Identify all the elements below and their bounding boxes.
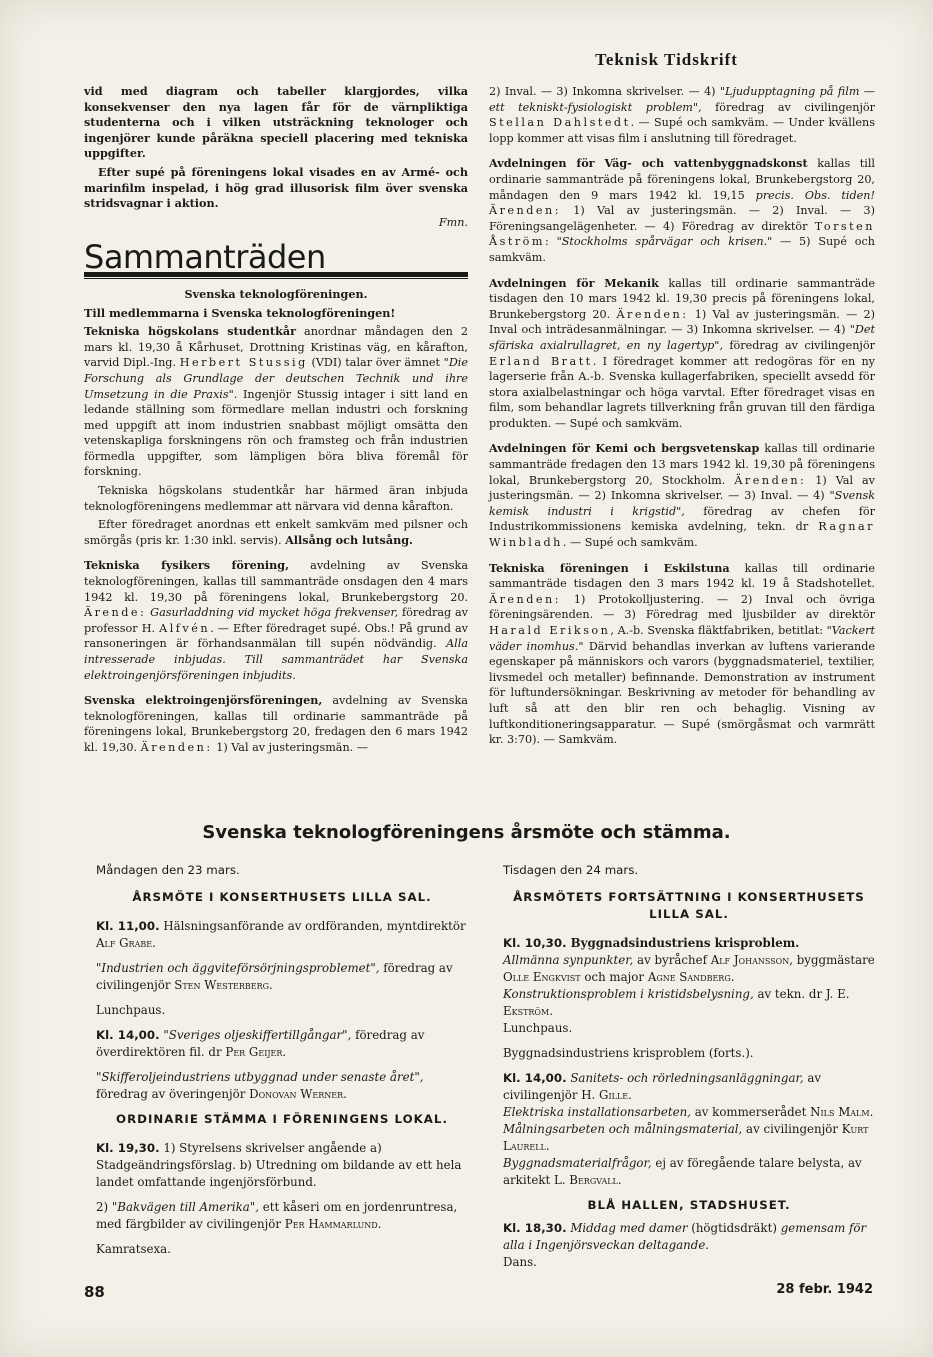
speaker-name: Gille	[599, 1088, 629, 1102]
program-item: Kl. 14,00. "Sveriges oljeskiffertillgångar", föredrag av överdirektören fil. dr Per Geijer.	[96, 1028, 425, 1059]
talk-title: Målningsarbeten och målningsmaterial,	[503, 1122, 743, 1136]
text-span: . — Supé och samkväm.	[562, 536, 698, 550]
text-span: föredrag av chefen för Industrikommissionens kemiska avdelning, tekn. dr	[489, 504, 875, 534]
talk-title: "Sveriges oljeskiffertillgångar",	[159, 1028, 352, 1042]
talk-title: "Stockholms spårvägar och krisen."	[556, 235, 773, 249]
talk-title: Gasurladdning vid mycket höga frekvenser,	[146, 606, 399, 620]
text-span: . — Efter föredraget supé. Obs.! På grund av ransoneringen är förhandsanmälan till supén nödvändig.	[84, 621, 468, 651]
text-span: av civilingenjör H.	[503, 1071, 822, 1102]
speaker-name: Sten Westerberg	[174, 978, 270, 992]
text-span: kallas till ordinarie sammanträde på föreningens lokal, Brunkebergstorg 20, måndagen den 9 mars 1942 kl. 19,15	[489, 157, 876, 202]
text-span: föredrag av civilingenjör	[701, 100, 875, 114]
text-span: Ingenjör Stussig intager i sitt land en ledande ställning som förmedlare mellan industri och forskning med uppgift att inom industrien snabbast möjligt omsätta den vetenskapliga forskningens rön och framsteg och från industrien förmedla uppgifter, som lämpligen böra bliva föremål för forskning.	[84, 387, 468, 479]
speaker-name: Harald Erikson	[489, 624, 611, 637]
talk-title: Sanitets- och rörledningsanläggningar,	[566, 1071, 804, 1085]
text-span: Hälsningsanförande av ordföranden, myntdirektör	[159, 919, 466, 933]
day-label: Tisdagen den 24 mars.	[503, 863, 639, 877]
text-span: av kommerserådet	[690, 1105, 811, 1119]
text-span: , byggmästare	[789, 953, 875, 967]
program-item: "Industrien och äggviteförsörjningsproblemet", föredrag av civilingenjör Sten Westerberg.	[96, 961, 453, 992]
text-span: av tekn. dr J. E.	[753, 987, 850, 1001]
speaker-name: Nils Malm	[810, 1105, 870, 1119]
speaker-name: Alf Grabe	[96, 936, 153, 950]
talk-title: "Det sfäriska axialrullagret, en ny lagertyp",	[489, 323, 875, 352]
after-talk-paragraph	[84, 517, 468, 548]
talk-title: "Svensk kemisk industri i krigstid",	[489, 489, 875, 518]
venue-heading: BLÅ HALLEN, STADSHUSET.	[587, 1198, 791, 1212]
annual-meeting-title: Svenska teknologföreningens årsmöte och stämma.	[202, 822, 731, 843]
studentkar-label: Tekniska högskolans studentkår	[84, 324, 296, 339]
speaker-name: Per Geijer	[225, 1045, 283, 1059]
talk-title: "Skifferoljeindustriens utbyggnad under senaste året",	[96, 1070, 424, 1084]
notice-title: Tekniska föreningen i Eskilstuna	[489, 560, 730, 575]
talk-title: Byggnadsmaterialfrågor,	[503, 1156, 652, 1170]
kemi-notice	[489, 441, 875, 550]
text-span: av civilingenjör	[742, 1122, 842, 1136]
text-span: 1) Val av justeringsmän. — 2) Inval. — 3) Föreningsangelägenheter. — 4) Föredrag av direktör	[489, 204, 875, 233]
continued-notice	[489, 84, 875, 146]
speaker-name: Herbert Stussig	[179, 356, 308, 370]
issue-date: 28 febr. 1942	[776, 1282, 873, 1297]
speaker-name: Alfvén	[159, 621, 211, 635]
agenda-label: Ärenden:	[140, 740, 213, 754]
text-span: 1) Val av justeringsmän. —	[212, 740, 368, 754]
day-label: Måndagen den 23 mars.	[96, 863, 240, 877]
journal-header: Teknisk Tidskrift	[595, 50, 738, 69]
notice-title: Avdelningen för Kemi och bergsvetenskap	[489, 441, 760, 456]
invitation-note: Alla intresserade inbjudas. Till sammanträdet har Svenska elektroingenjörsföreningen inbjudits.	[84, 637, 468, 682]
program-item: 2) "Bakvägen till Amerika", ett kåseri om en jordenruntresa, med färgbilder av civilingenjör Per Hammarlund.	[96, 1200, 458, 1231]
text-span: föredrag av överdirektören fil. dr	[96, 1028, 425, 1059]
time-label: Kl. 19,30.	[96, 1141, 160, 1155]
elektro-notice	[84, 693, 468, 755]
program-item: "Skifferoljeindustriens utbyggnad under senaste året", föredrag av överingenjör Donovan Werner.	[96, 1070, 424, 1101]
text-span: . — Supé och samkväm. — Under kvällens lopp kommer att visas film i anslutning till föredraget.	[489, 116, 875, 145]
text-span: kallas till ordinarie sammanträde fredagen den 13 mars 1942 kl. 19,30 på föreningens lokal, Brunkebergstorg 20, Stockholm.	[489, 442, 875, 487]
text-span: föredrag av civilingenjör	[96, 961, 453, 992]
text-span: Efter föredraget anordnas ett enkelt samkväm med pilsner och smörgås (pris kr. 1:30 inkl. servis).	[84, 518, 468, 547]
left-column	[84, 84, 468, 759]
speaker-name: Erland Bratt	[489, 354, 593, 368]
song-note: Allsång och lutsång.	[285, 532, 413, 547]
notice-title: Avdelningen för Väg- och vattenbyggnadskonst	[489, 156, 808, 171]
notice-title: Svenska elektroingenjörsföreningen,	[84, 693, 323, 708]
org-subtitle: Till medlemmarna i Svenska teknologföreningen!	[84, 305, 396, 320]
speaker-name: Torsten Åström	[489, 219, 875, 249]
program-item: Kl. 11,00. Hälsningsanförande av ordföranden, myntdirektör Alf Grabe.	[96, 919, 466, 950]
text-span: (högtidsdräkt)	[687, 1221, 781, 1235]
time-label: Kl. 18,30.	[503, 1221, 567, 1235]
invitation-paragraph: Tekniska högskolans studentkår har härmed äran inbjuda teknologföreningens medlemmar att närvara vid denna kårafton.	[84, 484, 468, 513]
agenda-label: Ärenden:	[616, 307, 689, 321]
program-item: Kamratsexa.	[96, 1242, 171, 1256]
agenda-label: Ärenden:	[734, 473, 807, 487]
speaker-name: Ekström	[503, 1004, 550, 1018]
time-label: Kl. 10,30.	[503, 936, 567, 950]
text-span: 1) Protokolljustering. — 2) Inval och övriga föreningsärenden. — 3) Föredrag med ljusbilder av direktör	[489, 592, 875, 622]
venue-heading: ÅRSMÖTE I KONSERTHUSETS LILLA SAL.	[132, 890, 432, 904]
time-label: Kl. 14,00.	[96, 1028, 160, 1042]
speaker-name: Stellan Dahlstedt	[489, 116, 631, 130]
org-title: Svenska teknologföreningen.	[184, 286, 368, 301]
program-item: Lunchpaus.	[96, 1003, 166, 1017]
eskilstuna-notice	[489, 561, 875, 748]
text-span: 1) Val av justeringsmän. — 2) Inval och inträdesanmälningar. — 3) Inkomna skrivelser. — 4)	[489, 307, 876, 337]
speaker-name: Per Hammarlund	[284, 1217, 378, 1231]
mekanik-notice	[489, 276, 875, 432]
heading-rule-thin	[84, 278, 468, 279]
talk-title: Konstruktionsproblem i kristidsbelysning,	[503, 987, 754, 1001]
text-span: 1) Val av justeringsmän. — 2) Inkomna skrivelser. — 3) Inval. — 4)	[489, 473, 875, 503]
program-item	[96, 1140, 468, 1191]
session-title: Byggnadsindustriens krisproblem (forts.).	[503, 1046, 754, 1060]
speaker-name: Donovan Werner	[249, 1087, 344, 1101]
program-item: Kl. 14,00. Sanitets- och rörledningsanläggningar, av civilingenjör H. Gille. Elektriska installationsarbeten, av kommerserådet Nils Malm. Målningsarbeten och målningsmaterial, av civilingenjör Kurt Laurell. Byggnadsmaterialfrågor, ej av föregående talare belysta, av arkitekt L. Bergvall.	[503, 1071, 874, 1187]
page-number: 88	[84, 1283, 105, 1301]
talk-title: "Vackert väder inomhus."	[489, 624, 875, 653]
text-span: kallas till ordinarie sammanträde tisdagen den 10 mars 1942 kl. 19,30 precis på föreningens lokal, Brunkebergstorg 20.	[489, 276, 876, 321]
talk-title: "Bakvägen till Amerika",	[111, 1200, 259, 1214]
fysiker-notice	[84, 558, 468, 683]
program-item: Kl. 10,30. Byggnadsindustriens krisproblem. Allmänna synpunkter, av byråchef Alf Johansson, byggmästare Olle Engkvist och major Agne Sandberg. Konstruktionsproblem i kristidsbelysning, av tekn. dr J. E. Ekström. Lunchpaus.	[503, 936, 875, 1035]
speaker-name: Olle Engkvist	[503, 970, 581, 984]
time-note: precis. Obs. tiden!	[755, 188, 875, 202]
text-span: föredrag av civilingenjör	[723, 338, 875, 352]
text-span: ej av föregående talare belysta, av arkitekt L.	[503, 1156, 862, 1187]
speaker-name: Agne Sandberg	[647, 970, 731, 984]
program-item	[503, 1220, 875, 1271]
talk-title: "Ljudupptagning på film — ett tekniskt-fysiologiskt problem",	[489, 85, 875, 114]
venue-heading: ORDINARIE STÄMMA I FÖRENINGENS LOKAL.	[116, 1112, 448, 1126]
text-span: ett kåseri om en jordenruntresa, med färgbilder av civilingenjör	[96, 1200, 458, 1231]
tuesday-program	[503, 862, 875, 1279]
intro-paragraph-1: vid med diagram och tabeller klargjordes, vilka konsekvenser den nya lagen får för de värnpliktiga studenterna och i vilken utsträckning teknologer och ingenjörer kunde påräkna speciell placering med tekniska uppgifter.	[84, 84, 468, 161]
kaarafton-paragraph	[84, 324, 468, 480]
speaker-name: Alf Johansson	[710, 953, 790, 967]
notice-title: Avdelningen för Mekanik	[489, 275, 659, 290]
text-span: , A.-b. Svenska fläktfabriken, betitlat:	[610, 624, 827, 637]
talk-title: "Industrien och äggviteförsörjningsproblemet",	[96, 961, 380, 975]
talk-title: Middag med damer	[566, 1221, 688, 1235]
notice-title: Tekniska fysikers förening,	[84, 558, 290, 573]
signature: Fmn.	[438, 215, 468, 229]
text-span: föredrag av överingenjör	[96, 1087, 250, 1101]
text-span: avdelning av Svenska teknologföreningen, kallas till sammanträde onsdagen den 4 mars 1942 kl. 19,30 på föreningens lokal, Brunkebergstorg 20.	[84, 559, 468, 604]
vag-notice	[489, 156, 875, 265]
text-span: Lunchpaus.	[503, 1021, 573, 1035]
speaker-name: Bergvall	[569, 1173, 618, 1187]
text-span: föredrag av professor H.	[84, 606, 468, 635]
session-title: Byggnadsindustriens krisproblem.	[566, 936, 800, 950]
speaker-name: Kurt Laurell	[503, 1122, 869, 1153]
time-label: Kl. 11,00.	[96, 919, 160, 933]
text-span: och major	[580, 970, 648, 984]
text-span: kallas till ordinarie sammanträde tisdagen den 3 mars 1942 kl. 19 å Stadshotellet.	[489, 561, 875, 591]
intro-paragraph-2: Efter supé på föreningens lokal visades en av Armé- och marinfilm inspelad, i hög grad illusorisk film över svenska stridsvagnar i aktion.	[84, 164, 468, 211]
speaker-name: Ragnar Winbladh	[489, 520, 875, 550]
text-span: av byråchef	[633, 953, 711, 967]
text-span: 2)	[96, 1200, 112, 1214]
text-span: (VDI) talar över ämnet	[307, 356, 444, 370]
invitation-note: gemensam för alla i Ingenjörsveckan deltagande.	[503, 1221, 867, 1252]
talk-title: Elektriska installationsarbeten,	[503, 1105, 691, 1119]
text-span: Därvid behandlas inverkan av luftens varierande egenskaper på människors och varors (byggnadsmateriel, textilier, livsmedel och metaller) befinnande. Demonstration av instrument för luftundersökningar. Beskrivning av metoder för behandling av luft så att den blir ren och behaglig. Visning av luftkonditioneringsapparatur. — Supé (smörgåsmat och varmrätt kr. 3:70). — Samkväm.	[489, 639, 875, 747]
right-column	[489, 84, 875, 751]
text-span: avdelning av Svenska teknologföreningen, kallas till ordinarie sammanträde på föreningens lokal, Brunkebergstorg 20, fredagen den 6 mars 1942 kl. 19,30.	[84, 694, 468, 754]
section-heading: Sammanträden	[84, 238, 326, 277]
text-span: — 5) Supé och samkväm.	[489, 235, 875, 264]
text-span: 1) Styrelsens skrivelser angående a) Stadgeändringsförslag. b) Utredning om bildande av ett hela landet omfattande ingenjörsförbund.	[96, 1141, 462, 1189]
talk-title: "Die Forschung als Grundlage der deutschen Technik und ihre Umsetzung in die Praxis".	[84, 356, 468, 401]
text-span: :	[545, 235, 557, 249]
text-span: . I föredraget kommer att redogöras för en ny lagerserie från A.-b. Svenska kullagerfabriken, speciellt avsedd för stora axialbelastningar och höga varvtal. Efter föredraget visas en film, som behandlar lagrets tillverkning från gruvan till den färdiga produkten. — Supé och samkväm.	[489, 354, 875, 430]
agenda-label: Ärenden:	[489, 592, 562, 606]
time-label: Kl. 14,00.	[503, 1071, 567, 1085]
text-span: Dans.	[503, 1255, 537, 1269]
text-span: anordnar måndagen den 2 mars kl. 19,30 å Kårhuset, Drottning Kristinas väg, en kårafton, varvid Dipl.-Ing.	[84, 325, 468, 370]
venue-heading: ÅRSMÖTETS FORTSÄTTNING I KONSERTHUSETS LILLA SAL.	[513, 890, 865, 921]
text-span: 2) Inval. — 3) Inkomna skrivelser. — 4)	[489, 85, 720, 98]
agenda-label: Ärenden:	[489, 204, 562, 218]
talk-title: Allmänna synpunkter,	[503, 953, 634, 967]
monday-program	[96, 862, 468, 1266]
agenda-label: Ärende:	[84, 606, 147, 620]
